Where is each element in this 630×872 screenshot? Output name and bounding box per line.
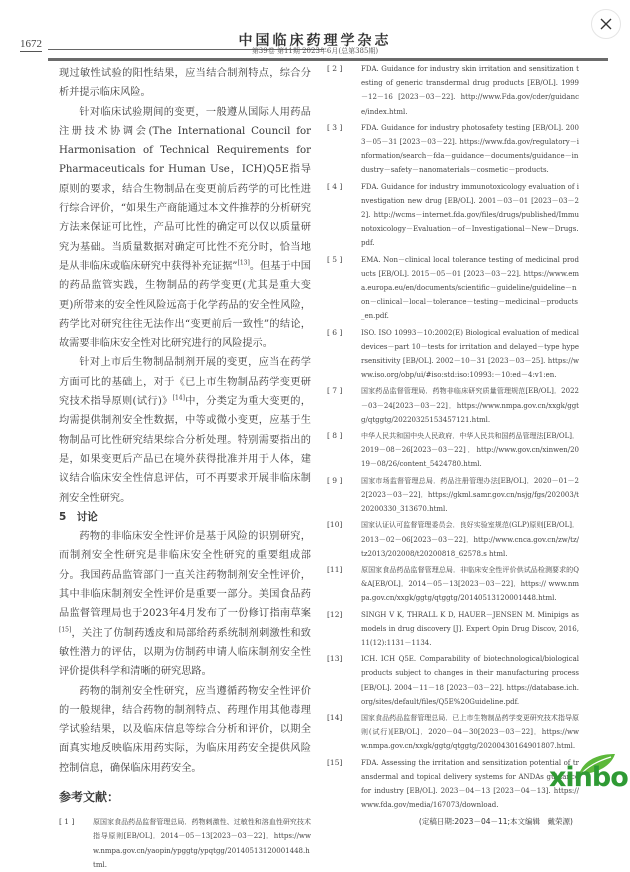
reference-text[interactable]: 国家市场监督管理总局．药品注册管理办法[EB/OL]．2020－01－22[2023－03－22]．https://gkml.samr.gov.cn/nsjg/fgs/202003/t20200330_313670.html.	[361, 476, 579, 514]
reference-number: [ 6 ]	[327, 327, 343, 337]
reference-number: [ 3 ]	[327, 122, 343, 132]
reference-text[interactable]: FDA. Guidance for industry skin irritation and sensitization testing of generic transdermal drug products [EB/OL]. 1999－12－16 [2023－03－22]. http://www.Fda.gov/cder/guidance/index.html.	[361, 65, 579, 116]
reference-item	[327, 384, 579, 427]
citation[interactable]: [14]	[172, 394, 185, 402]
header-rule-thick	[48, 58, 608, 61]
reference-number: [11]	[327, 564, 343, 574]
reference-item	[327, 474, 579, 517]
journal-title: 中国临床药理学杂志	[238, 33, 392, 49]
reference-number: [14]	[327, 712, 343, 722]
reference-item	[327, 253, 579, 324]
reference-text[interactable]: 原国家食品药品监督管理总局．药物刺激性、过敏性和溶血性研究技术指导原则[EB/OL]．2014－05－13[2023－03－22]．https://www.nmpa.gov.cn/yaopin/ypggtg/ypqtgg/20140513120001448.html.	[93, 818, 311, 869]
reference-number: [ 4 ]	[327, 181, 343, 191]
paragraph-text: 针对临床试验期间的变更，一般遵从国际人用药品注册技术协调会(The International Council for Harmonisation of Technical Requirements for Pharmaceuticals for Human Use，ICH)Q5E指导原则的要求，结合生物制品在变更前后药学的可比性进行综合评价，“如果生产商能通过本文件推荐的分析研究方法来保证可比性，产品可比性的确定可以仅以质量研究为基础。当质量数据对确定可比性不充分时，恰当地是从非临床或临床研究中获得补充证据”	[59, 106, 311, 272]
paragraph-text: 针对上市后生物制品制剂开展的变更，应当在药学方面可比的基础上，对于《已上市生物制品药学变更研究技术指导原则(试行)》	[59, 357, 311, 408]
reference-text[interactable]: SINGH V K, THRALL K D, HAUER－JENSEN M. Minipigs as models in drug discovery [J]. Expert Opin Drug Discov, 2016, 11(12):1131－1134.	[361, 610, 579, 647]
section-heading: 5 讨论	[59, 510, 98, 523]
reference-item	[327, 326, 579, 383]
reference-item	[327, 518, 579, 561]
reference-number: [ 9 ]	[327, 475, 343, 485]
reference-text[interactable]: 国家认证认可监督管理委员会．良好实验室规范(GLP)原则[EB/OL]．2013－02－06[2023－03－22]．http://www.cnca.gov.cn/zw/tz/tz2013/202008/t20200818_62578.s html.	[361, 521, 579, 558]
reference-text[interactable]: FDA. Guidance for industry photosafety testing [EB/OL]. 2003－05－31 [2023－03－22]. https://www.fda.gov/regulatory－information/search－fda－guidance－documents/guidance－industry－safety－nanomaterials－cosmetic－products.	[361, 123, 579, 175]
reference-number: [ 8 ]	[327, 431, 343, 441]
reference-text[interactable]: 国家食品药品监督管理总局．已上市生物制品药学变更研究技术指导原则(试行)[EB/OL]．2020－04－30[2023－03－22]．https://www.nmpa.gov.cn/xxgk/ggtg/qtggtg/20200430164901807.html.	[361, 713, 579, 751]
reference-number: [ 5 ]	[327, 254, 343, 264]
reference-item	[327, 180, 579, 251]
reference-number: [10]	[327, 520, 343, 530]
reference-number: [ 1 ]	[59, 817, 75, 827]
citation[interactable]: [15]	[59, 626, 72, 634]
paragraph-text: 中，分类定为重大变更的，均需提供制剂安全性数据，中等或微小变更，应基于生物制品可比性研究结果综合分析处理。特别需要指出的是，如果变更后产品已在境外获得批准并用于人体，建议结合临床安全性信息评估，可不再要求开展非临床制剂安全性研究。	[59, 396, 311, 504]
reference-number: [12]	[327, 609, 343, 619]
reference-item	[327, 756, 579, 813]
paragraph: 药物的制剂安全性研究，应当遵循药物安全性评价的一般规律，结合药物的制剂特点、药理作用其他毒理学试验结果，以及临床信息等综合分析和评价，以期全面真实地反映临床用药实际，为临床用药安全提供风险控制信息，确保临床用药安全。	[59, 685, 311, 774]
reference-item	[327, 711, 579, 754]
reference-number: [15]	[327, 757, 343, 767]
reference-text[interactable]: 原国家食品药品监督管理总局．非临床安全性评价供试品检测要求的Q&A[EB/OL]．2014－05－13[2023－03－22]．https:// www.nmpa.gov.cn/xxgk/ggtg/qtggtg/20140513120001448.html.	[361, 565, 579, 603]
manuscript-date-note: (定稿日期:2023－04－11;本文编辑 戴荣源)	[418, 817, 573, 827]
reference-item	[327, 429, 579, 472]
reference-item	[327, 62, 579, 119]
reference-item	[327, 652, 579, 709]
reference-text[interactable]: 国家药品监督管理局．药物非临床研究质量管理规范[EB/OL]．2022－03－24[2023－03－22]．https://www.nmpa.gov.cn/xxgk/ggtg/qtggtg/20220325153457121.html.	[361, 387, 579, 424]
journal-issue-info: 第39卷 第11期 2023年6月(总第385期)	[251, 47, 379, 55]
watermark-logo	[549, 752, 630, 802]
references-heading: 参考文献：	[59, 789, 120, 804]
paragraph	[59, 353, 311, 507]
paragraph	[59, 527, 311, 681]
right-column	[327, 62, 579, 827]
reference-text[interactable]: FDA. Assessing the irritation and sensitization potential of transdermal and topical delivery systems for ANDAs guidance for industry [EB/OL]. 2023－04－13 [2023－04－13]. https://www.fda.gov/media/167073/download.	[361, 758, 579, 810]
citation[interactable]: [13]	[237, 259, 250, 267]
reference-text[interactable]: 中华人民共和国中央人民政府．中华人民共和国药品管理法[EB/OL]．2019－08－26[2023－03－22]．http://www.gov.cn/xinwen/2019－08/26/content_5424780.html.	[361, 432, 579, 469]
reference-text[interactable]: ISO. ISO 10993－10:2002(E) Biological evaluation of medical devices－part 10－tests for irritation and delayed－type hypersensitivity [EB/OL]. 2002－10－31 [2023－03－25]. https://www.iso.org/obp/ui/#iso:std:iso:10993:－10:ed－4:v1:en.	[361, 328, 579, 380]
reference-text[interactable]: FDA. Guidance for industry immunotoxicology evaluation of investigation new drug [EB/OL]. 2001－03－01 [2023－03－22]. http://wcms－internet.fda.gov/files/drugs/published/Immunotoxicology－Evaluation－of－Investigational－New－Drugs.pdf.	[361, 182, 579, 248]
left-column	[59, 64, 311, 872]
reference-text[interactable]: EMA. Non－clinical local tolerance testing of medicinal products [EB/OL]. 2015－05－01 [2023－03－22]. https://www.ema.europa.eu/en/documents/scientific－guideline/guideline－non－clinical－local－tolerance－testing－medicinal－products_en.pdf.	[361, 255, 579, 321]
reference-item	[327, 563, 579, 606]
paragraph-text: 药物的非临床安全性评价是基于风险的识别研究，而制剂安全性研究是非临床安全性研究的重要组成部分。我国药品监管部门一直关注药物制剂安全性评价，其中非临床制剂安全性评价是重要一部分。美国食品药品监督管理局也于2023年4月发布了一份修订指南草案	[59, 531, 311, 620]
reference-number: [13]	[327, 654, 343, 664]
paragraph	[59, 103, 311, 354]
reference-item	[327, 121, 579, 178]
reference-number: [ 2 ]	[327, 64, 343, 73]
close-icon	[599, 17, 613, 31]
watermark-text: xinbo	[549, 762, 628, 793]
paragraph-text: ，关注了仿制药透皮和局部给药系统制剂刺激性和致敏性潜力的评估，以期为仿制药申请人临床制剂安全性评价提供科学和清晰的研究思路。	[59, 627, 311, 678]
reference-number: [ 7 ]	[327, 386, 343, 396]
reference-item	[59, 815, 311, 872]
paragraph-text: 。但基于中国的药品监管实践，生物制品的药学变更(尤其是重大变更)所带来的安全性风险远高于化学药品的安全性风险，药学比对研究往往无法作出“变更前后一致性”的结论，故需要非临床安全性对比研究进行的风险提示。	[59, 260, 311, 350]
reference-text[interactable]: ICH. ICH Q5E. Comparability of biotechnological/biological products subject to changes in their manufacturing process [EB/OL]. 2004－11－18 [2023－03－22]. https://database.ich.org/sites/default/files/Q5E%20Guideline.pdf.	[361, 655, 579, 706]
close-button[interactable]	[591, 9, 621, 39]
page-number: 1672	[20, 38, 42, 50]
paragraph: 现过敏性试验的阳性结果，应当结合制剂特点，综合分析并提示临床风险。	[59, 68, 311, 99]
reference-item	[327, 608, 579, 651]
